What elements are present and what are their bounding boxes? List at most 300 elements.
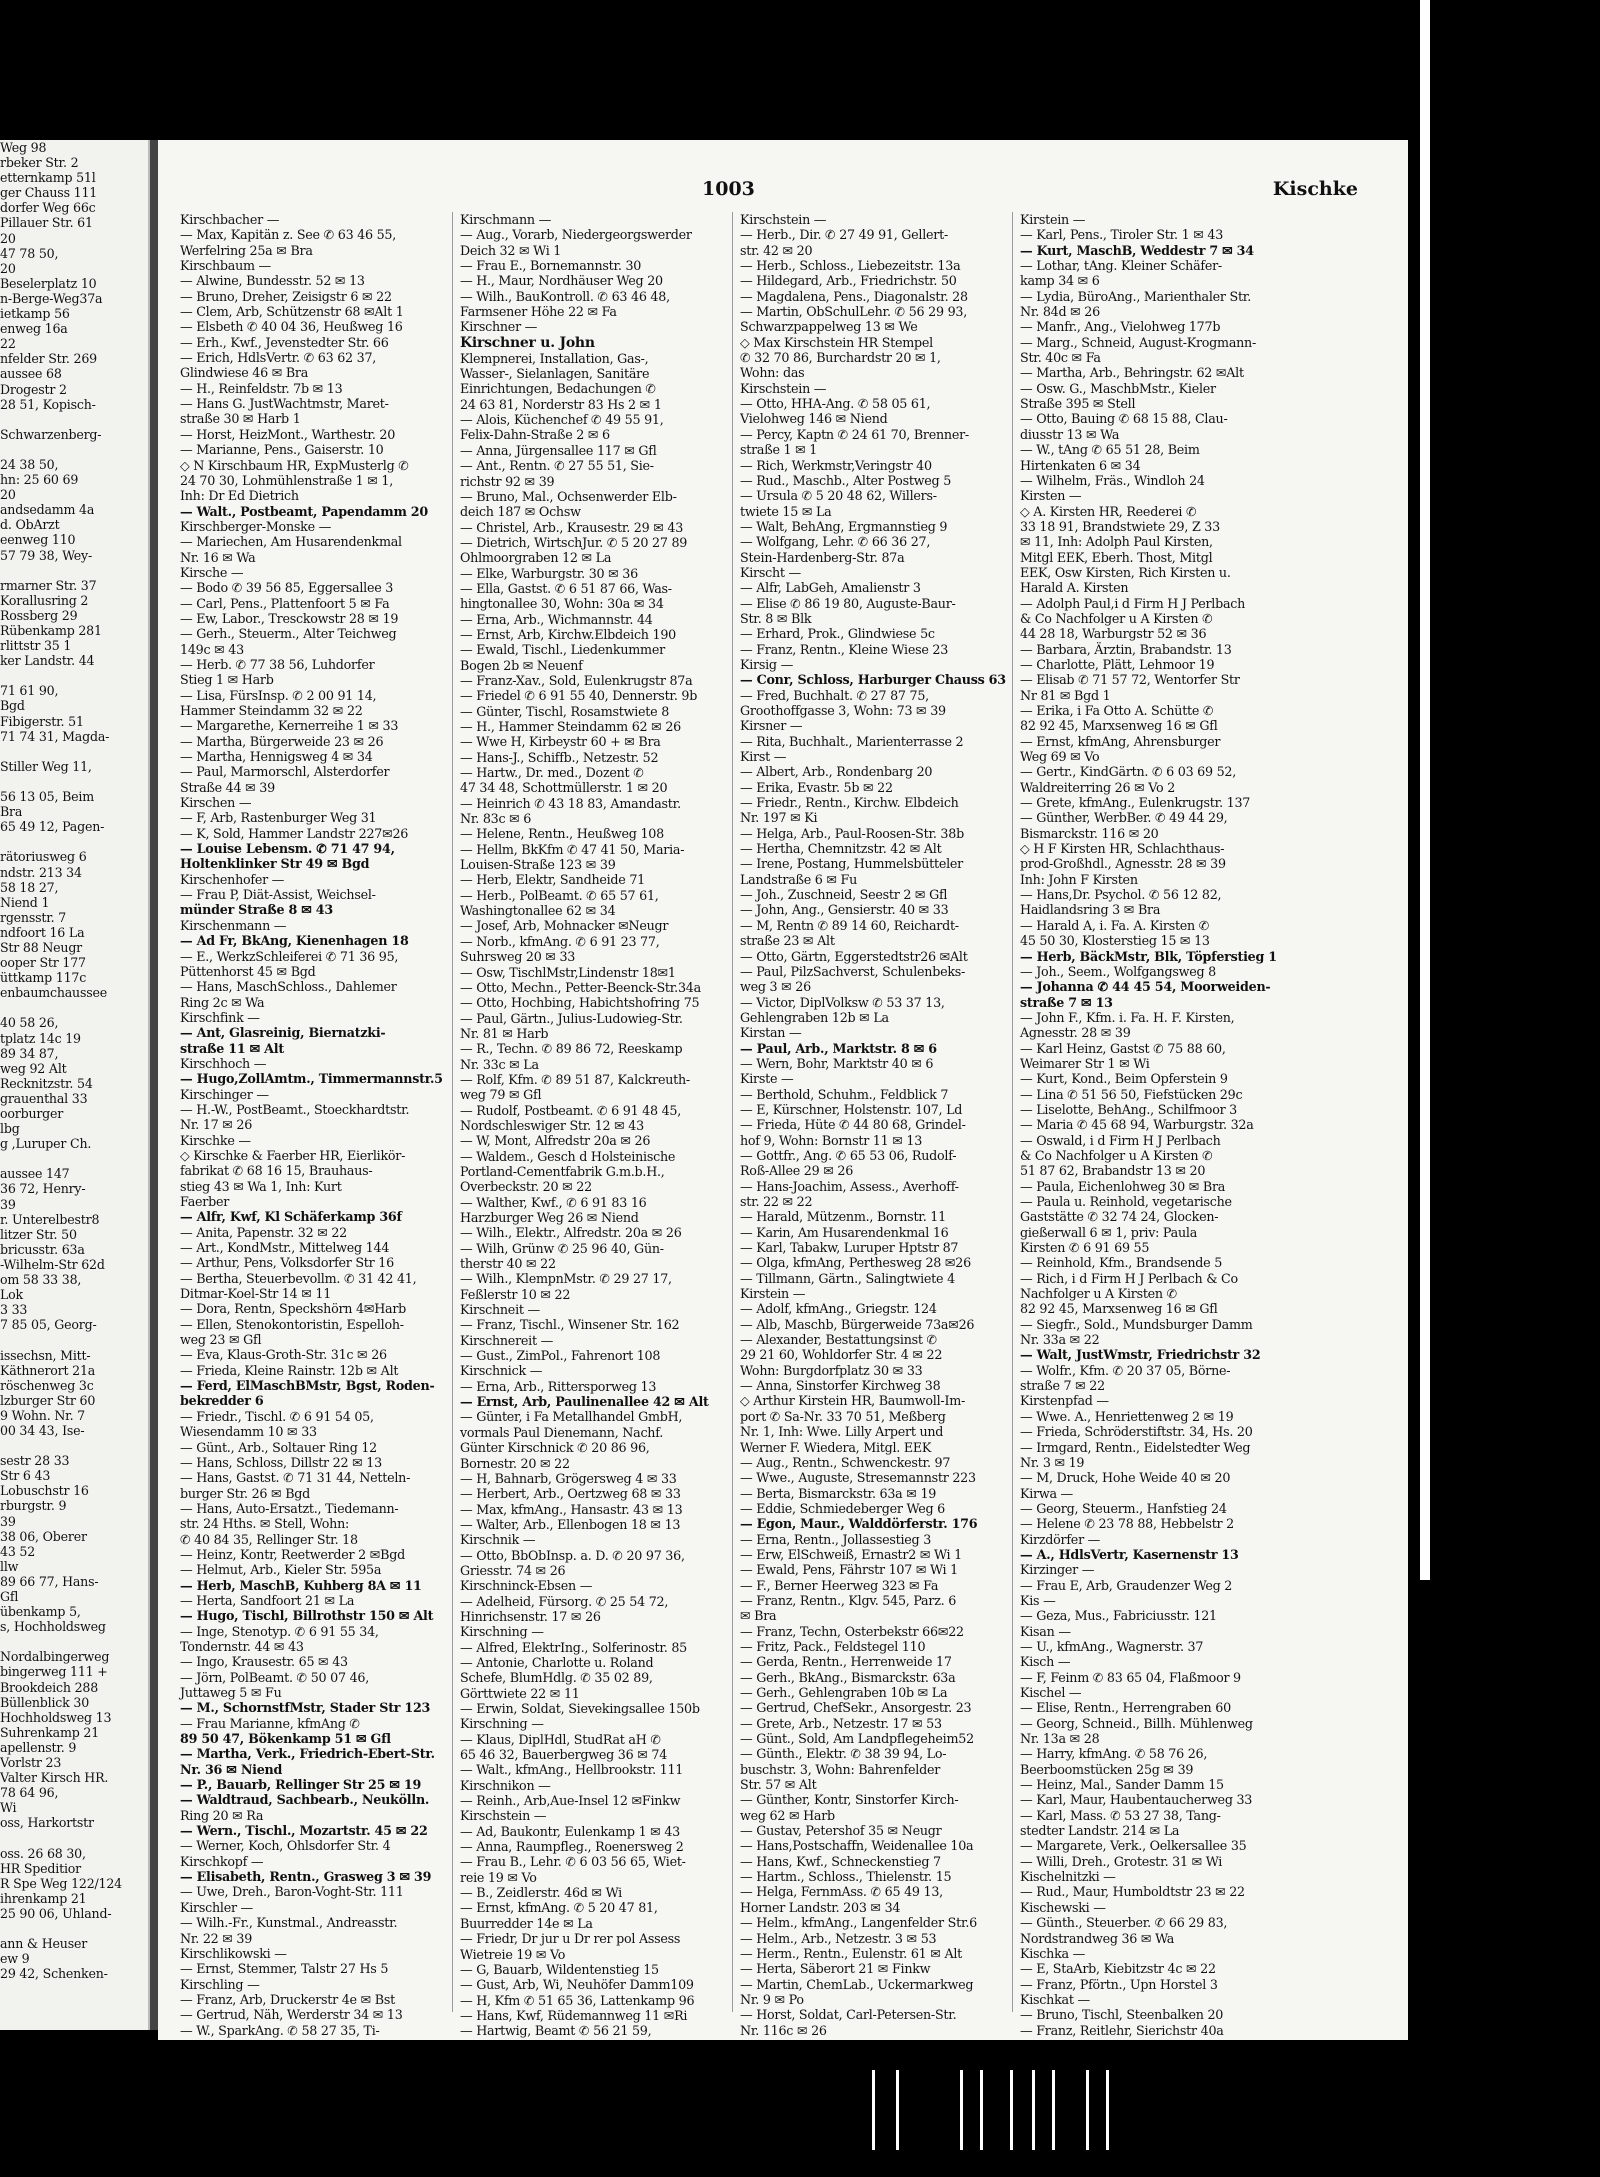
surname-heading: Kirwa — — [1020, 1485, 1073, 1501]
directory-entry: — Harald, Mützenm., Bornstr. 11 — [740, 1209, 946, 1225]
directory-entry: Felix-Dahn-Straße 2 ✉ 6 — [460, 427, 610, 443]
directory-entry: — Magdalena, Pens., Diagonalstr. 28 — [740, 288, 968, 304]
directory-entry: Nr. 33a ✉ 22 — [1020, 1332, 1100, 1348]
directory-entry: ✉ 11, Inh: Adolph Paul Kirsten, — [1020, 534, 1213, 550]
directory-entry: — Ew, Labor., Tresckowstr 28 ✉ 19 — [180, 610, 399, 626]
directory-entry: — Hellm, BkKfm ✆ 47 41 50, Maria- — [460, 841, 685, 857]
directory-entry: — Johanna ✆ 44 45 54, Moorweiden- — [1020, 979, 1271, 995]
fragment-line: -Wilhelm-Str 62d — [0, 1256, 105, 1272]
fragment-line: 43 52 — [0, 1543, 36, 1559]
directory-entry: — Hans,Postschaffn, Weidenallee 10a — [740, 1838, 974, 1854]
directory-entry: — Herbert, Arb., Oertzweg 68 ✉ 33 — [460, 1486, 681, 1502]
directory-entry: — Otto, BbObInsp. a. D. ✆ 20 97 36, — [460, 1547, 685, 1563]
surname-heading: Kirschninck-Ebsen — — [460, 1578, 593, 1594]
fragment-line: d. ObArzt — [0, 517, 60, 533]
directory-entry: — Gertrud, ChefSekr., Ansorgestr. 23 — [740, 1700, 972, 1716]
directory-entry: — Inge, Stenotyp. ✆ 6 91 55 34, — [180, 1623, 379, 1639]
fragment-line: s, Hochholdsweg — [0, 1619, 106, 1635]
running-head: Kischke — [1272, 178, 1358, 200]
directory-entry: — Otto, Bauing ✆ 68 15 88, Clau- — [1020, 411, 1228, 427]
directory-entry: — R., Techn. ✆ 89 86 72, Reeskamp — [460, 1041, 683, 1057]
directory-entry: — Egon, Maur., Walddörferstr. 176 — [740, 1516, 978, 1532]
directory-entry: — Jörn, PolBeamt. ✆ 50 07 46, — [180, 1669, 370, 1685]
directory-column-4 — [1020, 212, 1290, 2038]
directory-entry: — Barbara, Ärztin, Brabandstr. 13 — [1020, 641, 1232, 657]
fragment-line: lzburger Str 60 — [0, 1392, 96, 1408]
fragment-line: Rossberg 29 — [0, 607, 78, 623]
directory-entry: ◇ N Kirschbaum HR, ExpMusterlg ✆ — [180, 457, 409, 473]
directory-entry: — Paul, Arb., Marktstr. 8 ✉ 6 — [740, 1040, 937, 1056]
surname-heading: Kirschstein — — [740, 212, 827, 227]
directory-entry: — Anita, Papenstr. 32 ✉ 22 — [180, 1224, 348, 1240]
directory-entry: — Ellen, Stenokontoristin, Espelloh- — [180, 1316, 404, 1332]
fragment-line: 20 — [0, 487, 16, 503]
directory-entry: — Frieda, Kleine Rainstr. 12b ✉ Alt — [180, 1362, 399, 1378]
directory-entry: — Alfr, Kwf, Kl Schäferkamp 36f — [180, 1209, 402, 1225]
directory-entry: — Adelheid, Fürsorg. ✆ 25 54 72, — [460, 1593, 669, 1609]
directory-entry: gießerwall 6 ✉ 1, priv: Paula — [1020, 1224, 1198, 1240]
directory-entry: Str. 57 ✉ Alt — [740, 1777, 817, 1793]
directory-entry: port ✆ Sa-Nr. 33 70 51, Meßberg — [740, 1408, 946, 1424]
surname-heading: Kirschhoch — — [180, 1055, 267, 1071]
directory-entry: — Hans, Kwf, Rüdemannweg 11 ✉Ri — [460, 2007, 688, 2023]
directory-entry: — Frau E, Arb, Graudenzer Weg 2 — [1020, 1577, 1233, 1593]
scan-mark — [1086, 2070, 1089, 2150]
directory-entry: straße 1 ✉ 1 — [740, 442, 818, 458]
surname-heading: Kirschnereit — — [460, 1332, 554, 1348]
directory-entry: — Hartw., Dr. med., Dozent ✆ — [460, 765, 644, 781]
directory-entry: — Helga, FernmAss. ✆ 65 49 13, — [740, 1884, 943, 1900]
fragment-line: Rübenkamp 281 — [0, 623, 102, 638]
directory-entry: — Willi, Dreh., Grotestr. 31 ✉ Wi — [1020, 1853, 1223, 1869]
directory-entry: Nr. 3 ✉ 19 — [1020, 1454, 1085, 1470]
directory-entry: ◇ Max Kirschstein HR Stempel — [740, 334, 933, 350]
directory-entry: Görttwiete 22 ✉ 11 — [460, 1685, 580, 1701]
directory-entry: — E., WerkzSchleiferei ✆ 71 36 95, — [180, 948, 399, 964]
directory-entry: — Herb., Schloss., Liebezeitstr. 13a — [740, 258, 961, 274]
fragment-line: Weg 98 — [0, 140, 47, 155]
fragment-line: g ,Luruper Ch. — [0, 1136, 92, 1152]
fragment-line: Valter Kirsch HR. — [0, 1770, 109, 1786]
directory-entry: — Gertrud, Näh, Werderstr 34 ✉ 13 — [180, 2007, 403, 2023]
surname-heading: Kirschner — — [460, 319, 538, 335]
directory-entry: & Co Nachfolger u A Kirsten ✆ — [1020, 610, 1213, 626]
directory-entry: Püttenhorst 45 ✉ Bgd — [180, 963, 316, 979]
directory-entry: Roß-Allee 29 ✉ 26 — [740, 1163, 854, 1179]
directory-entry: — Berthold, Schuhm., Feldblick 7 — [740, 1086, 949, 1102]
directory-entry: — Eva, Klaus-Groth-Str. 31c ✉ 26 — [180, 1347, 387, 1363]
surname-heading: Kirst — — [740, 749, 787, 765]
surname-heading: Kirschlikowski — — [180, 1945, 287, 1961]
directory-entry: — H.-W., PostBeamt., Stoeckhardtstr. — [180, 1101, 410, 1117]
fragment-line: Beselerplatz 10 — [0, 275, 97, 291]
directory-entry: — Günth., Elektr. ✆ 38 39 94, Lo- — [740, 1746, 947, 1762]
directory-entry: Glindwiese 46 ✉ Bra — [180, 365, 309, 381]
directory-entry: — Max, kfmAng., Hansastr. 43 ✉ 13 — [460, 1501, 683, 1517]
fragment-line: bingerweg 111 + — [0, 1664, 108, 1680]
scan-mark — [1052, 2070, 1055, 2150]
surname-heading: Kirstein — — [740, 1286, 806, 1302]
fragment-line: Pillauer Str. 61 — [0, 215, 93, 231]
directory-entry: — Bodo ✆ 39 56 85, Eggersallee 3 — [180, 580, 394, 596]
directory-entry: — Herta, Säberort 21 ✉ Finkw — [740, 1961, 931, 1977]
directory-entry: — Karl Heinz, Gastst ✆ 75 88 60, — [1020, 1040, 1226, 1056]
directory-entry: — Osw. G., MaschbMstr., Kieler — [1020, 380, 1216, 396]
directory-entry: — Franz, Techn, Osterbekstr 66✉22 — [740, 1623, 964, 1639]
directory-entry: — Bruno, Mal., Ochsenwerder Elb- — [460, 488, 677, 504]
directory-entry: — Alexander, Bestattungsinst ✆ — [740, 1332, 937, 1348]
page-edge — [1420, 0, 1430, 1580]
directory-entry: — Ernst, Arb, Kirchw.Elbdeich 190 — [460, 626, 676, 642]
directory-entry: — H, Bahnarb, Grögersweg 4 ✉ 33 — [460, 1470, 677, 1486]
fragment-line: R Spe Weg 122/124 — [0, 1875, 122, 1891]
directory-entry: — H., Hammer Steindamm 62 ✉ 26 — [460, 719, 681, 734]
directory-entry: — Joh., Zuschneid, Seestr 2 ✉ Gfl — [740, 887, 948, 903]
directory-entry: — Klaus, DiplHdl, StudRat aH ✆ — [460, 1731, 661, 1747]
fragment-line: 24 38 50, — [0, 456, 59, 472]
directory-entry: Nr. 13a ✉ 28 — [1020, 1731, 1100, 1747]
directory-entry: Inh: John F Kirsten — [1020, 871, 1138, 887]
directory-entry: — Wilh, Grünw ✆ 25 96 40, Gün- — [460, 1240, 664, 1256]
directory-entry: ✉ Bra — [740, 1608, 777, 1624]
fragment-line: 71 74 31, Magda- — [0, 728, 110, 744]
directory-entry: — Olga, kfmAng, Perthesweg 28 ✉26 — [740, 1255, 971, 1271]
directory-entry: — Oswald, i d Firm H J Perlbach — [1020, 1132, 1221, 1148]
fragment-line: 7 85 05, Georg- — [0, 1317, 97, 1333]
surname-heading: Kirschbacher — — [180, 212, 280, 227]
directory-entry: — Paul, Gärtn., Julius-Ludowieg-Str. — [460, 1010, 683, 1026]
directory-entry: — Erhard, Prok., Glindwiese 5c — [740, 626, 935, 642]
fragment-line — [0, 1921, 148, 1936]
surname-heading: Kirschfink — — [180, 1009, 260, 1025]
directory-entry: — Friedel ✆ 6 91 55 40, Dennerstr. 9b — [460, 688, 698, 704]
directory-entry: — Herm., Rentn., Eulenstr. 61 ✉ Alt — [740, 1945, 963, 1961]
directory-entry: Nachfolger u A Kirsten ✆ — [1020, 1286, 1178, 1302]
fragment-line — [0, 834, 148, 849]
directory-entry: — Herb, MaschB, Kuhberg 8A ✉ 11 — [180, 1577, 422, 1593]
fragment-line: bricusstr. 63a — [0, 1241, 85, 1257]
fragment-line: ooper Str 177 — [0, 955, 86, 971]
surname-heading: Kirzinger — — [1020, 1562, 1095, 1578]
directory-entry: — Wilh., BauKontroll. ✆ 63 46 48, — [460, 288, 670, 304]
directory-entry: — Charlotte, Plätt, Lehmoor 19 — [1020, 656, 1215, 672]
scan-mark — [1032, 2070, 1035, 2150]
fragment-line: oorburger — [0, 1106, 64, 1121]
fragment-line: Bgd — [0, 698, 25, 714]
directory-entry: Farmsener Höhe 22 ✉ Fa — [460, 304, 617, 320]
directory-entry: 149c ✉ 43 — [180, 641, 244, 657]
surname-heading: Kirschberger-Monske — — [180, 518, 332, 534]
directory-entry: — Rudolf, Postbeamt. ✆ 6 91 48 45, — [460, 1102, 682, 1118]
directory-entry: — Georg, Steuerm., Hanfstieg 24 — [1020, 1500, 1227, 1516]
directory-entry: — Adolf, kfmAng., Griegstr. 124 — [740, 1301, 937, 1317]
directory-entry: — Erna, Arb., Rittersporweg 13 — [460, 1378, 657, 1394]
surname-heading: Kirschkopf — — [180, 1853, 264, 1869]
directory-entry: — W., tAng ✆ 65 51 28, Beim — [1020, 442, 1200, 458]
directory-entry: — W., SparkAng. ✆ 58 27 35, Ti- — [180, 2022, 380, 2038]
fragment-line — [0, 1332, 148, 1347]
directory-entry: Washingtonallee 62 ✉ 34 — [460, 903, 616, 919]
directory-entry: — Günther, WerbBer. ✆ 49 44 29, — [1020, 810, 1228, 826]
directory-entry: — Wern., Tischl., Mozartstr. 45 ✉ 22 — [180, 1823, 428, 1839]
fragment-line: oss, Harkortstr — [0, 1815, 94, 1831]
fragment-line: Suhrenkamp 21 — [0, 1724, 100, 1740]
directory-entry: — Günther, Kontr, Sinstorfer Kirch- — [740, 1792, 959, 1808]
directory-entry: — Frieda, Hüte ✆ 44 80 68, Grindel- — [740, 1117, 966, 1133]
directory-entry: — Elke, Warburgstr. 30 ✉ 36 — [460, 565, 638, 581]
directory-entry: — Gerda, Rentn., Herrenweide 17 — [740, 1654, 952, 1670]
directory-entry: Juttaweg 5 ✉ Fu — [180, 1685, 282, 1700]
directory-entry: Inh: Dr Ed Dietrich — [180, 488, 299, 504]
directory-entry: — Gust., ZimPol., Fahrenort 108 — [460, 1348, 661, 1364]
fragment-line: rbeker Str. 2 — [0, 155, 79, 171]
directory-entry: — Rich, Werkmstr,Veringstr 40 — [740, 457, 932, 473]
directory-entry: — Mariechen, Am Husarendenkmal — [180, 534, 402, 550]
fragment-line: Str 6 43 — [0, 1468, 51, 1484]
fragment-line: übenkamp 5, — [0, 1604, 81, 1620]
directory-entry: — Franz, Arb, Druckerstr 4e ✉ Bst — [180, 1991, 395, 2007]
surname-heading: Kischkat — — [1020, 1991, 1090, 2007]
directory-entry: — Hans, Schloss, Dillstr 22 ✉ 13 — [180, 1454, 382, 1470]
directory-entry: — Rolf, Kfm. ✆ 89 51 87, Kalckreuth- — [460, 1071, 690, 1087]
directory-entry: — Lydia, BüroAng., Marienthaler Str. — [1020, 288, 1252, 304]
directory-entry: — Alois, Küchenchef ✆ 49 55 91, — [460, 412, 664, 428]
directory-entry: — Herb, Elektr, Sandheide 71 — [460, 872, 645, 888]
directory-entry: — Elise, Rentn., Herrengraben 60 — [1020, 1700, 1231, 1716]
directory-entry: Landstraße 6 ✉ Fu — [740, 871, 858, 887]
fragment-line: Nordalbingerweg — [0, 1649, 110, 1665]
directory-entry: — Gustav, Petershof 35 ✉ Neugr — [740, 1823, 942, 1839]
directory-entry: — John F., Kfm. i. Fa. H. F. Kirsten, — [1020, 1009, 1235, 1025]
fragment-line: 89 34 87, — [0, 1045, 59, 1061]
directory-entry: — Hildegard, Arb., Friedrichstr. 50 — [740, 273, 957, 289]
fragment-line: 89 66 77, Hans- — [0, 1573, 99, 1589]
directory-entry: — Elsbeth ✆ 40 04 36, Heußweg 16 — [180, 319, 403, 335]
directory-entry: — Ad Fr, BkAng, Kienenhagen 18 — [180, 933, 409, 949]
directory-entry: — Siegfr., Sold., Mundsburger Damm — [1020, 1316, 1253, 1332]
fragment-line: Fibigerstr. 51 — [0, 713, 84, 729]
fragment-line: Wi — [0, 1800, 17, 1816]
directory-entry: Bismarckstr. 116 ✉ 20 — [1020, 825, 1159, 841]
directory-entry: Weg 69 ✉ Vo — [1020, 749, 1100, 765]
fragment-line: rburgstr. 9 — [0, 1498, 67, 1514]
directory-entry: — Dora, Rentn, Speckshörn 4✉Harb — [180, 1301, 407, 1317]
surname-heading: Kirschmann — — [460, 212, 552, 227]
fragment-line — [0, 442, 148, 457]
directory-entry: — Ant., Rentn. ✆ 27 55 51, Sie- — [460, 458, 654, 474]
directory-entry: straße 23 ✉ Alt — [740, 933, 835, 949]
directory-entry: Faerber — [180, 1194, 230, 1209]
fragment-line: ndfoort 16 La — [0, 924, 85, 940]
directory-entry: — Antonie, Charlotte u. Roland — [460, 1654, 654, 1670]
fragment-line: enbaumchaussee — [0, 985, 108, 1001]
directory-entry: — Gottfr., Ang. ✆ 65 53 06, Rudolf- — [740, 1147, 957, 1163]
directory-entry: straße 7 ✉ 22 — [1020, 1378, 1105, 1394]
directory-entry: Nordstrandweg 36 ✉ Wa — [1020, 1930, 1175, 1946]
fragment-line: enweg 16a — [0, 321, 68, 337]
directory-entry: — Adolph Paul,i d Firm H J Perlbach — [1020, 595, 1246, 611]
directory-entry: 51 87 62, Brabandstr 13 ✉ 20 — [1020, 1163, 1206, 1179]
directory-entry: kamp 34 ✉ 6 — [1020, 273, 1100, 289]
directory-entry: straße 11 ✉ Alt — [180, 1040, 284, 1056]
directory-entry: — F, Feinm ✆ 83 65 04, Flaßmoor 9 — [1020, 1669, 1241, 1685]
surname-heading: Kirstenpfad — — [1020, 1393, 1109, 1409]
directory-entry: — Hans,Dr. Psychol. ✆ 56 12 82, — [1020, 887, 1222, 903]
fragment-line: rlittstr 35 1 — [0, 638, 72, 654]
directory-entry: ◇ H F Kirsten HR, Schlachthaus- — [1020, 841, 1225, 857]
directory-entry: — B., Zeidlerstr. 46d ✉ Wi — [460, 1885, 622, 1901]
directory-entry: — Lina ✆ 51 56 50, Fiefstücken 29c — [1020, 1086, 1243, 1102]
directory-entry: — Bruno, Dreher, Zeisigstr 6 ✉ 22 — [180, 288, 392, 304]
directory-entry: — Ant, Glasreinig, Biernatzki- — [180, 1025, 386, 1041]
directory-entry: buschstr. 3, Wohn: Bahrenfelder — [740, 1761, 941, 1777]
directory-entry: ◇ A. Kirsten HR, Reederei ✆ — [1020, 503, 1197, 519]
directory-entry: — Karin, Am Husarendenkmal 16 — [740, 1224, 949, 1240]
fragment-line: issechsn, Mitt- — [0, 1347, 91, 1363]
fragment-line: Schwarzenberg- — [0, 426, 102, 442]
directory-entry: — Hartm., Schloss., Thielenstr. 15 — [740, 1869, 952, 1885]
directory-entry: — Ewald, Pens, Fährstr 107 ✉ Wi 1 — [740, 1562, 958, 1578]
fragment-line: rätoriusweg 6 — [0, 849, 87, 865]
fragment-line: 65 49 12, Pagen- — [0, 819, 105, 835]
directory-entry: Straße 44 ✉ 39 — [180, 779, 275, 795]
directory-entry: hingtonallee 30, Wohn: 30a ✉ 34 — [460, 596, 664, 612]
fragment-line: Lobuschstr 16 — [0, 1483, 89, 1499]
surname-heading: Kirschinger — — [180, 1086, 269, 1102]
fragment-line: Niend 1 — [0, 894, 50, 910]
fragment-line: 57 79 38, Wey- — [0, 547, 93, 563]
surname-heading: Kischka — — [1020, 1945, 1086, 1961]
directory-entry: Nordschleswiger Str. 12 ✉ 43 — [460, 1117, 644, 1133]
directory-entry: — Karl, Tabakw, Luruper Hptstr 87 — [740, 1240, 959, 1256]
fragment-line: röschenweg 3c — [0, 1377, 94, 1393]
surname-heading: Kirschnikon — — [460, 1777, 551, 1793]
surname-heading: Kirsche — — [180, 564, 244, 580]
directory-entry: — Berta, Bismarckstr. 63a ✉ 19 — [740, 1485, 937, 1501]
scan-mark — [896, 2070, 899, 2150]
fragment-line: 20 — [0, 260, 16, 276]
fragment-line: 40 58 26, — [0, 1015, 59, 1031]
directory-entry: reie 19 ✉ Vo — [460, 1869, 537, 1885]
directory-entry: Nr. 16 ✉ Wa — [180, 549, 256, 565]
directory-entry: — Bertha, Steuerbevollm. ✆ 31 42 41, — [180, 1270, 417, 1286]
fragment-line: hn: 25 60 69 — [0, 472, 79, 488]
fragment-line: eenweg 110 — [0, 532, 76, 548]
directory-entry: — Elise ✆ 86 19 80, Auguste-Baur- — [740, 595, 956, 611]
fragment-line: apellenstr. 9 — [0, 1739, 77, 1755]
directory-entry: — Walt, BehAng, Ergmannstieg 9 — [740, 518, 948, 534]
directory-entry: — Horst, HeizMont., Warthestr. 20 — [180, 426, 396, 442]
directory-entry: — Ernst, kfmAng. ✆ 5 20 47 81, — [460, 1900, 658, 1916]
directory-entry: — Gerh., Steuerm., Alter Teichweg — [180, 626, 397, 642]
directory-entry: — Geza, Mus., Fabriciusstr. 121 — [1020, 1608, 1217, 1624]
directory-entry: — Ernst, Arb, Paulinenallee 42 ✉ Alt — [460, 1394, 709, 1410]
directory-entry: — Anna, Jürgensallee 117 ✉ Gfl — [460, 442, 657, 458]
directory-entry: — Alfr, LabGeh, Amalienstr 3 — [740, 580, 921, 596]
directory-entry: str. 22 ✉ 22 — [740, 1194, 813, 1209]
fragment-line: Stiller Weg 11, — [0, 758, 92, 774]
directory-entry: — Frau P, Diät-Assist, Weichsel- — [180, 887, 376, 903]
directory-entry: diusstr 13 ✉ Wa — [1020, 426, 1120, 442]
directory-entry: Nr. 83c ✉ 6 — [460, 811, 532, 827]
directory-entry: — Ingo, Krausestr. 65 ✉ 43 — [180, 1654, 348, 1670]
directory-entry: — Uwe, Dreh., Baron-Voght-Str. 111 — [180, 1884, 404, 1900]
directory-entry: — Erh., Kwf., Jevenstedter Str. 66 — [180, 334, 389, 350]
surname-heading: Kischel — — [1020, 1685, 1082, 1700]
directory-entry: — Ferd, ElMaschBMstr, Bgst, Roden- — [180, 1378, 435, 1394]
directory-entry: — Otto, Gärtn, Eggerstedtstr26 ✉Alt — [740, 948, 968, 964]
surname-heading: Kirscht — — [740, 564, 801, 580]
directory-entry: Werner F. Wiedera, Mitgl. EEK — [740, 1439, 932, 1455]
directory-entry: — Clem, Arb, Schützenstr 68 ✉Alt 1 — [180, 304, 404, 320]
directory-entry: — Ella, Gastst. ✆ 6 51 87 66, Was- — [460, 580, 672, 596]
directory-entry: — Werner, Koch, Ohlsdorfer Str. 4 — [180, 1838, 391, 1854]
directory-entry: — Dietrich, WirtschJur. ✆ 5 20 27 89 — [460, 534, 688, 550]
directory-column-2 — [460, 212, 728, 2039]
scan-border-bottom — [0, 2040, 1600, 2177]
directory-entry: — F, Arb, Rastenburger Weg 31 — [180, 810, 377, 826]
directory-entry: — Martha, Arb., Behringstr. 62 ✉Alt — [1020, 365, 1244, 381]
directory-entry: str. 42 ✉ 20 — [740, 242, 813, 258]
directory-entry: straße 7 ✉ 13 — [1020, 994, 1113, 1010]
directory-entry: weg 23 ✉ Gfl — [180, 1332, 262, 1348]
directory-entry: — M., SchornstfMstr, Stader Str 123 — [180, 1700, 431, 1716]
directory-entry: therstr 40 ✉ 22 — [460, 1256, 556, 1272]
directory-entry: — Alwine, Bundesstr. 52 ✉ 13 — [180, 273, 365, 289]
directory-column-1 — [180, 212, 448, 2038]
directory-entry: Hirtenkaten 6 ✉ 34 — [1020, 457, 1141, 473]
directory-entry: — Lothar, tAng. Kleiner Schäfer- — [1020, 258, 1222, 274]
fragment-line — [0, 744, 148, 759]
fragment-line: 20 — [0, 230, 16, 246]
directory-entry: — E, StaArb, Kiebitzstr 4c ✉ 22 — [1020, 1961, 1216, 1977]
directory-entry: Hammer Steindamm 32 ✉ 22 — [180, 703, 363, 718]
directory-entry: — F., Berner Heerweg 323 ✉ Fa — [740, 1577, 939, 1593]
directory-entry: — Reinhold, Kfm., Brandsende 5 — [1020, 1255, 1223, 1271]
fragment-line: Gfl — [0, 1589, 19, 1604]
directory-entry: — Lisa, FürsInsp. ✆ 2 00 91 14, — [180, 687, 377, 703]
directory-entry: twiete 15 ✉ La — [740, 503, 832, 519]
fragment-line: dorfer Weg 66c — [0, 200, 96, 216]
directory-entry: Str. 8 ✉ Blk — [740, 610, 812, 626]
directory-entry: Ditmar-Koel-Str 14 ✉ 11 — [180, 1286, 332, 1302]
fragment-line: ietkamp 56 — [0, 306, 70, 322]
surname-heading: Kirschbaum — — [180, 258, 271, 274]
directory-entry: — Christel, Arb., Krausestr. 29 ✉ 43 — [460, 519, 684, 535]
fragment-line: weg 92 Alt — [0, 1060, 67, 1076]
fragment-line — [0, 412, 148, 427]
directory-entry: — Paul, Marmorschl, Alsterdorfer — [180, 764, 390, 780]
directory-entry: — Martin, ChemLab., Uckermarkweg — [740, 1976, 974, 1992]
fragment-line: Käthnerort 21a — [0, 1362, 96, 1378]
directory-entry: — Günth., Steuerber. ✆ 66 29 83, — [1020, 1915, 1228, 1931]
scan-mark — [1010, 2070, 1013, 2150]
directory-entry: — Günter, Tischl, Rosamstwiete 8 — [460, 703, 670, 719]
fragment-line: 38 06, Oberer — [0, 1528, 87, 1544]
directory-entry: weg 62 ✉ Harb — [740, 1807, 835, 1823]
scan-mark — [960, 2070, 963, 2150]
fragment-line: rmarner Str. 37 — [0, 577, 97, 593]
directory-entry: — Margarethe, Kernerreihe 1 ✉ 33 — [180, 718, 399, 734]
fragment-line: 3 33 — [0, 1302, 28, 1318]
directory-entry: stedter Landstr. 214 ✉ La — [1020, 1823, 1180, 1839]
directory-entry: Nr. 116c ✉ 26 — [740, 2022, 827, 2038]
surname-heading: Kirschning — — [460, 1716, 544, 1732]
directory-entry: Klempnerei, Installation, Gas-, — [460, 350, 649, 366]
directory-entry: — M, Druck, Hohe Weide 40 ✉ 20 — [1020, 1470, 1231, 1486]
directory-entry: — Marg., Schneid, August-Krogmann- — [1020, 334, 1257, 350]
directory-entry: Groothoffgasse 3, Wohn: 73 ✉ 39 — [740, 703, 946, 718]
